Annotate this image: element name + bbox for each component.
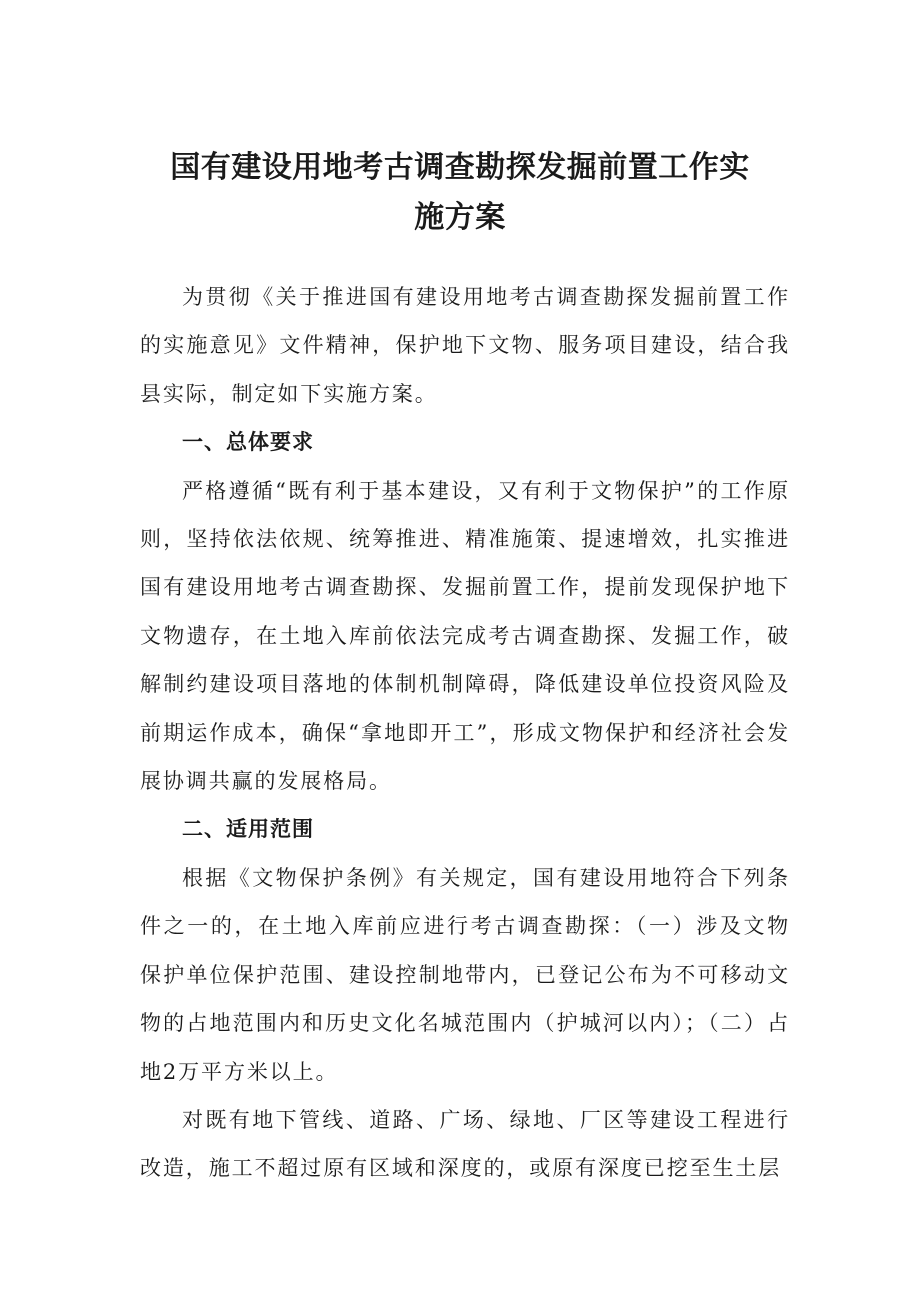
general-requirements-paragraph: 严格遵循“既有利于基本建设，又有利于文物保护”的工作原则，坚持依法依规、统筹推进、精准施策、提速增效，扎实推进国有建设用地考古调查勘探、发掘前置工作，提前发现保护地下文物遗存，在土地入库前依法完成考古调查勘探、发掘工作，破解制约建设项目落地的体制机制障碍，降低建设单位投资风险及前期运作成本，确保“拿地即开工”，形成文物保护和经济社会发展协调共赢的发展格局。 xyxy=(140,478,790,794)
document-body xyxy=(140,273,790,1193)
document-title-line-1: 国有建设用地考古调查勘探发掘前置工作实 xyxy=(170,150,750,185)
section-heading-scope: 二、适用范围 xyxy=(182,817,314,842)
scope-paragraph-2: 对既有地下管线、道路、广场、绿地、厂区等建设工程进行改造，施工不超过原有区域和深度的，或原有深度已挖至生土层 xyxy=(140,1107,790,1181)
document-title-line-2: 施方案 xyxy=(414,200,506,235)
intro-paragraph: 为贯彻《关于推进国有建设用地考古调查勘探发掘前置工作的实施意见》文件精神，保护地下文物、服务项目建设，结合我县实际，制定如下实施方案。 xyxy=(140,285,790,406)
scope-paragraph-1: 根据《文物保护条例》有关规定，国有建设用地符合下列条件之一的，在土地入库前应进行考古调查勘探：（一）涉及文物保护单位保护范围、建设控制地带内，已登记公布为不可移动文物的占地范围内和历史文化名城范围内（护城河以内）；（二）占地2万平方米以上。 xyxy=(140,865,790,1084)
section-heading-general-requirements: 一、总体要求 xyxy=(182,430,314,455)
